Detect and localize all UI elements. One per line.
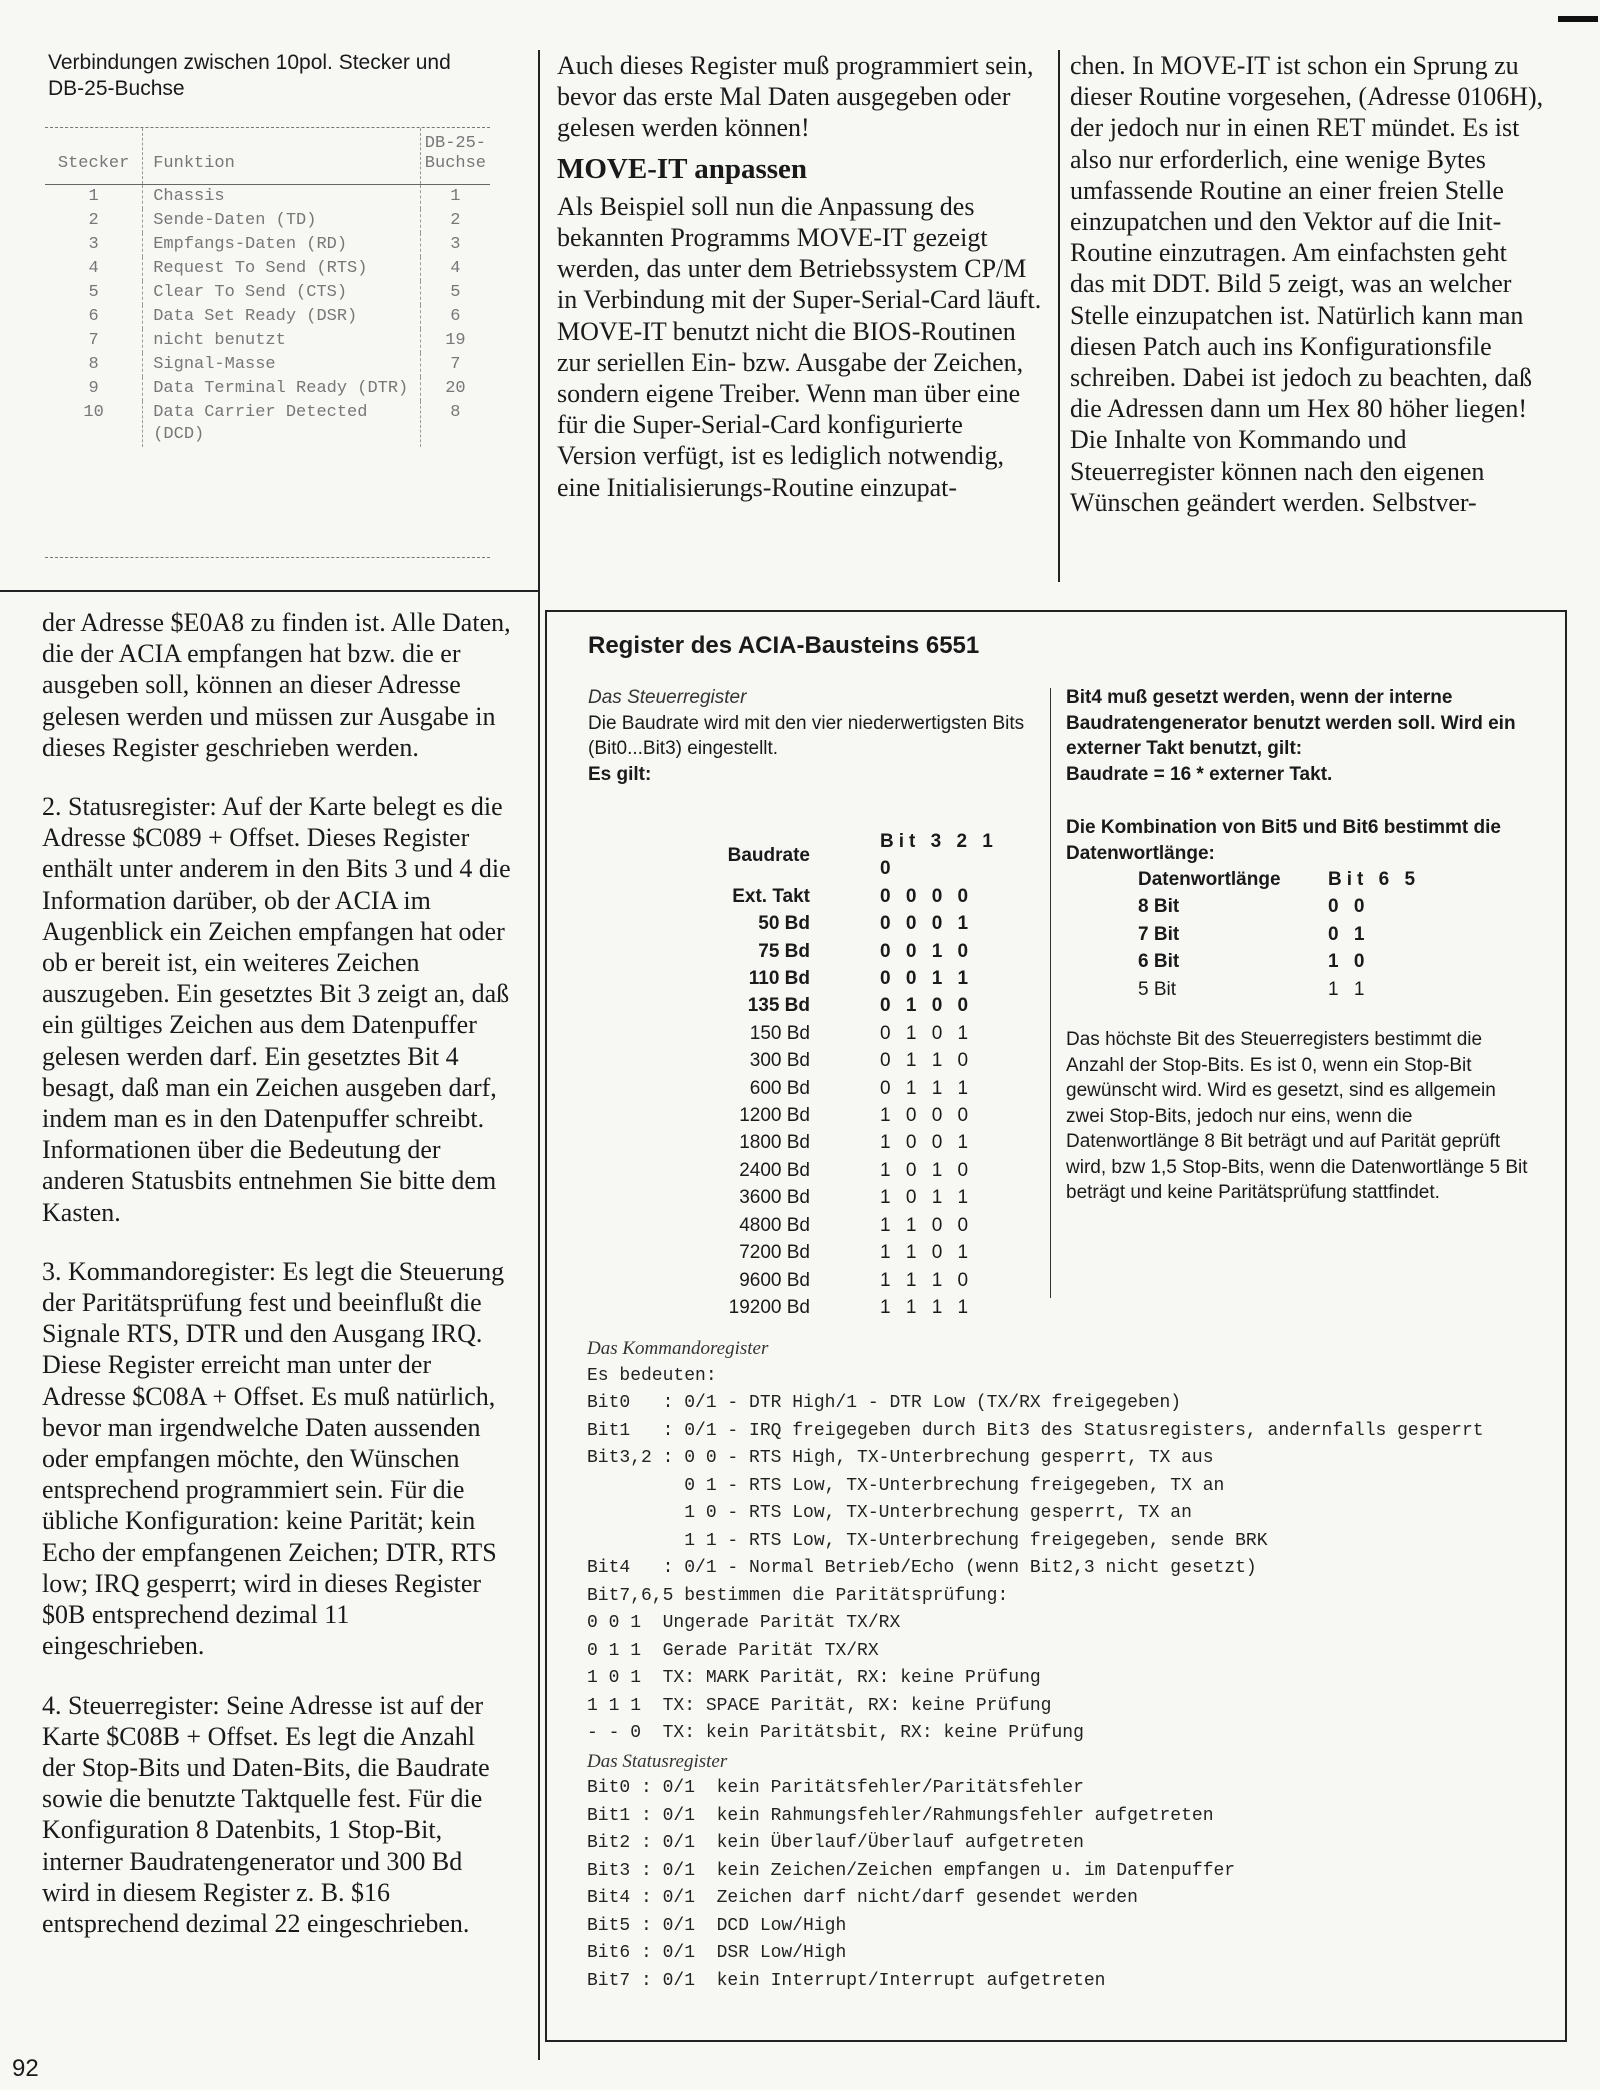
baud-rate: 19200 Bd [728, 1296, 810, 1318]
pin-number: 7 [45, 329, 143, 353]
status-line: Bit0 : 0/1 kein Paritätsfehler/Paritätsfehler [587, 1778, 1084, 1798]
column-rule-right [1058, 50, 1060, 582]
baud-rate: 4800 Bd [739, 1214, 810, 1236]
table-row [690, 992, 1005, 1019]
combination-text: Die Kombination von Bit5 und Bit6 bestimmt die Datenwortlänge: [1066, 817, 1501, 864]
table-row [690, 1212, 1005, 1239]
status-line: Bit4 : 0/1 Zeichen darf nicht/darf gesendet werden [587, 1888, 1138, 1908]
status-line: Bit7 : 0/1 kein Interrupt/Interrupt aufgetreten [587, 1970, 1106, 1991]
pin-function: Data Carrier Detected (DCD) [143, 401, 421, 447]
article-column-right [1070, 50, 1546, 518]
wl-header-row [1066, 866, 1438, 893]
pin-number: 8 [45, 353, 143, 377]
db25-pin: 3 [450, 235, 461, 254]
db25-pin: 8 [450, 403, 461, 422]
col-header-funktion: Funktion [143, 128, 421, 185]
wl-header-bits: Bit 6 5 [1328, 869, 1421, 890]
status-line: Bit6 : 0/1 DSR Low/High [587, 1943, 847, 1963]
box-title: Register des ACIA-Bausteins 6551 [588, 632, 980, 659]
baud-bits: 1 0 1 1 [880, 1187, 974, 1209]
table-row [690, 1184, 1005, 1211]
pin-assignment-table [45, 128, 490, 447]
table-row [690, 1047, 1005, 1074]
wl-length: 7 Bit [1138, 923, 1180, 945]
baud-rate: 2400 Bd [739, 1159, 810, 1181]
baud-bits: 1 1 1 0 [880, 1269, 974, 1291]
status-line: Bit1 : 0/1 kein Rahmungsfehler/Rahmungsfehler aufgetreten [587, 1805, 1214, 1826]
pin-number: 4 [45, 257, 143, 281]
pin-function: Data Terminal Ready (DTR) [143, 377, 421, 401]
steuer-intro-block [588, 685, 1038, 787]
page-corner-mark [1558, 0, 1598, 22]
table-row [1066, 948, 1438, 975]
db25-pin: 1 [450, 187, 461, 206]
table-row [45, 209, 490, 233]
paragraph: chen. In MOVE-IT ist schon ein Sprung zu dieser Routine vorgesehen, (Adresse 0106H), der jedoch nur in einen RET mündet. Es ist also nur erforderlich, eine wenige Bytes umfassende Routine an einer freien Stelle einzupatchen und den Vektor auf die Init-Routine einzutragen. Am einfachsten geht das mit DDT. Bild 5 zeigt, was an welcher Stelle einzupatchen ist. Natürlich kann man diesen Patch auch ins Konfigurationsfile schreiben. Dabei ist jedoch zu beachten, daß die Adressen dann um Hex 80 höher liegen! Die Inhalte von Kommando und Steuerregister können nach den eigenen Wünschen geändert werden. Selbstver- [1070, 51, 1544, 517]
baud-bits: 0 1 0 0 [880, 995, 974, 1017]
table-row [690, 1129, 1005, 1156]
baud-bits: 0 1 1 1 [880, 1077, 974, 1099]
baud-rate: 7200 Bd [739, 1242, 810, 1264]
db25-pin: 2 [450, 211, 461, 230]
pin-function: Chassis [143, 185, 421, 210]
kommando-line: 0 1 - RTS Low, TX-Unterbrechung freigegeben, TX an [587, 1475, 1225, 1496]
kommando-subtitle: Das Kommandoregister [587, 1338, 769, 1359]
baud-bits: 1 0 0 0 [880, 1105, 974, 1127]
table-row [45, 353, 490, 377]
baud-rate: Ext. Takt [732, 885, 810, 907]
section-heading: MOVE-IT anpassen [557, 152, 808, 185]
wl-bits: 0 1 [1328, 923, 1370, 945]
table-rule-bottom [45, 557, 490, 558]
kommando-line: Bit7,6,5 bestimmen die Paritätsprüfung: [587, 1585, 1009, 1606]
baud-header-bits: Bit 3 2 1 0 [880, 831, 998, 880]
kommando-line: 0 1 1 Gerade Parität TX/RX [587, 1640, 879, 1661]
wl-bits: 1 0 [1328, 951, 1370, 973]
wl-bits: 0 0 [1328, 896, 1370, 918]
baud-rate: 300 Bd [749, 1050, 810, 1072]
kommando-line: 1 0 1 TX: MARK Parität, RX: keine Prüfung [587, 1668, 1041, 1688]
table-header-row [45, 128, 490, 185]
stop-bits-text: Das höchste Bit des Steuerregisters bestimmt die Anzahl der Stop-Bits. Es ist 0, wenn ein Stop-Bit gewünscht wird. Wird es gesetzt, sind es allgemein zwei Stop-Bits, jedoch nur eins, wenn die Datenwortlänge 8 Bit beträgt und auf Parität geprüft wird, bzw 1,5 Stop-Bits, wenn die Datenwortlänge 5 Bit beträgt und keine Paritätsprüfung stattfindet. [1066, 1029, 1528, 1204]
paragraph: Auch dieses Register muß programmiert sein, bevor das erste Mal Daten ausgegeben oder gelesen werden können! [557, 51, 1034, 143]
steuer-subtitle: Das Steuerregister [588, 687, 747, 708]
status-line: Bit5 : 0/1 DCD Low/High [587, 1915, 847, 1936]
wl-header-label: Datenwortlänge [1138, 869, 1281, 890]
table-row [45, 281, 490, 305]
pin-number: 5 [45, 281, 143, 305]
baud-rate: 1800 Bd [739, 1132, 810, 1154]
baud-bits: 1 1 0 0 [880, 1214, 974, 1236]
table-row [690, 883, 1005, 910]
table-row [690, 965, 1005, 992]
baud-bits: 0 1 1 0 [880, 1050, 974, 1072]
col-header-stecker: Stecker [45, 128, 143, 185]
pin-number: 6 [45, 305, 143, 329]
kommando-line: Bit1 : 0/1 - IRQ freigegeben durch Bit3 des Statusregisters, andernfalls gesperrt [587, 1420, 1484, 1441]
baud-header-row [690, 828, 1005, 883]
kommando-line: Es bedeuten: [587, 1365, 717, 1386]
pin-number: 10 [45, 401, 143, 447]
baud-header-label: Baudrate [727, 844, 810, 866]
status-subtitle: Das Statusregister [587, 1750, 728, 1772]
table-row [1066, 893, 1438, 920]
bit4-text: Bit4 muß gesetzt werden, wenn der interne Baudratengenerator benutzt werden soll. Wird ein externer Takt benutzt, gilt: [1066, 687, 1516, 759]
table-row [690, 938, 1005, 965]
baud-rate: 135 Bd [747, 995, 810, 1017]
word-length-table [1066, 866, 1438, 1003]
status-line: Bit2 : 0/1 kein Überlauf/Überlauf aufgetreten [587, 1833, 1084, 1853]
pin-function: Data Set Ready (DSR) [143, 305, 421, 329]
kommando-status-block [587, 1335, 1547, 1995]
pin-function: Sende-Daten (TD) [143, 209, 421, 233]
wl-bits: 1 1 [1328, 978, 1370, 1000]
baud-rate: 110 Bd [748, 968, 810, 990]
baud-bits: 0 0 1 1 [880, 968, 974, 990]
page-number: 92 [12, 2055, 39, 2082]
table-row [690, 1075, 1005, 1102]
column-rule-left [538, 50, 540, 2060]
baud-bits: 1 0 0 1 [880, 1132, 974, 1154]
baud-rate: 75 Bd [758, 940, 810, 962]
article-column-middle [557, 50, 1043, 503]
paragraph: 2. Statusregister: Auf der Karte belegt es die Adresse $C089 + Offset. Dieses Register enthält unter anderem in den Bits 3 und 4 die Information darüber, ob der ACIA im Augenblick ein Zeichen empfangen hat oder ob er bereit ist, ein weiteres Zeichen auszugeben. Ein gesetztes Bit 3 zeigt an, daß ein gültiges Zeichen aus dem Datenpuffer gelesen werden darf. Ein gesetztes Bit 4 besagt, daß man ein Zeichen ausgeben darf, indem man es in den Datenpuffer schreibt. Informationen über die Bedeutung der anderen Statusbits entnehmen Sie bitte dem Kasten. [42, 792, 511, 1227]
es-gilt-label: Es gilt: [588, 763, 652, 785]
kommando-line: Bit4 : 0/1 - Normal Betrieb/Echo (wenn Bit2,3 nicht gesetzt) [587, 1558, 1257, 1578]
baud-rate: 150 Bd [749, 1022, 810, 1044]
baud-bits: 1 0 1 0 [880, 1159, 974, 1181]
table-row [45, 401, 490, 447]
pin-number: 2 [45, 209, 143, 233]
db25-pin: 6 [450, 307, 461, 326]
baudrate-table [690, 828, 1005, 1321]
kommando-line: 1 1 1 TX: SPACE Parität, RX: keine Prüfung [587, 1695, 1052, 1716]
kommando-line: - - 0 TX: kein Paritätsbit, RX: keine Prüfung [587, 1723, 1084, 1743]
db25-pin: 5 [450, 283, 461, 302]
baud-formula: Baudrate = 16 * externer Takt. [1066, 763, 1333, 785]
paragraph: 4. Steuerregister: Seine Adresse ist auf der Karte $C08B + Offset. Es legt die Anzahl der Stop-Bits und Daten-Bits, die Baudrate sowie die benutzte Taktquelle fest. Für die Konfiguration 8 Datenbits, 1 Stop-Bit, interner Baudratengenerator und 300 Bd wird in diesem Register z. B. $16 entsprechend dezimal 22 eingeschrieben. [42, 1690, 490, 1938]
paragraph: der Adresse $E0A8 zu finden ist. Alle Daten, die der ACIA empfangen hat bzw. die er ausgeben soll, können an dieser Adresse gelesen werden und müssen zur Ausgabe in dieses Register geschrieben werden. [42, 608, 511, 762]
baud-bits: 0 0 0 1 [880, 913, 974, 935]
table-row [1066, 921, 1438, 948]
db25-pin: 4 [450, 259, 461, 278]
baud-bits: 1 1 0 1 [880, 1242, 974, 1264]
table-row [690, 1294, 1005, 1321]
db25-pin: 19 [445, 331, 466, 350]
table-row [690, 1157, 1005, 1184]
pin-function: Clear To Send (CTS) [143, 281, 421, 305]
kommando-line: Bit3,2 : 0 0 - RTS High, TX-Unterbrechung gesperrt, TX aus [587, 1448, 1214, 1468]
table-row [45, 233, 490, 257]
pin-number: 9 [45, 377, 143, 401]
article-column-left [42, 607, 514, 1939]
db25-pin: 20 [445, 379, 466, 398]
table-row [45, 377, 490, 401]
baud-bits: 1 1 1 1 [880, 1296, 974, 1318]
db25-pin: 7 [450, 355, 461, 374]
kommando-line: Bit0 : 0/1 - DTR High/1 - DTR Low (TX/RX freigegeben) [587, 1393, 1182, 1413]
table-row [45, 329, 490, 353]
pin-number: 1 [45, 185, 143, 210]
paragraph: 3. Kommandoregister: Es legt die Steuerung der Paritätsprüfung fest und beeinflußt die Signale RTS, DTR und den Ausgang IRQ. Diese Register erreicht man unter der Adresse $C08A + Offset. Es muß natürlich, bevor man irgendwelche Daten aussenden oder empfangen möchte, den Wünschen entsprechend programmiert sein. Für die übliche Konfiguration: keine Parität; kein Echo der empfangenen Zeichen; DTR, RTS low; IRQ gesperrt; wird in dieses Register $0B entsprechend dezimal 11 eingeschrieben. [42, 1256, 505, 1661]
table-row [45, 257, 490, 281]
paragraph: Als Beispiel soll nun die Anpassung des bekannten Programms MOVE-IT gezeigt werden, das unter dem Betriebssystem CP/M in Verbindung mit der Super-Serial-Card läuft. MOVE-IT benutzt nicht die BIOS-Routinen zur seriellen Ein- bzw. Ausgabe der Zeichen, sondern eigene Treiber. Wenn man über eine für die Super-Serial-Card konfigurierte Version verfügt, ist es lediglich notwendig, eine Initialisierungs-Routine einzupat- [557, 191, 1042, 502]
pin-table-caption: Verbindungen zwischen 10pol. Stecker und DB-25-Buchse [48, 51, 451, 100]
pin-number: 3 [45, 233, 143, 257]
kommando-line: 0 0 1 Ungerade Parität TX/RX [587, 1613, 901, 1633]
table-row [690, 1102, 1005, 1129]
table-row [690, 910, 1005, 937]
table-row [45, 305, 490, 329]
baud-rate: 50 Bd [758, 913, 810, 935]
pin-function: nicht benutzt [143, 329, 421, 353]
steuer-right-block [1066, 685, 1536, 1206]
baud-rate: 3600 Bd [739, 1187, 810, 1209]
wl-length: 8 Bit [1138, 896, 1180, 918]
box-column-rule [1050, 688, 1051, 1298]
steuer-intro: Die Baudrate wird mit den vier niederwertigsten Bits (Bit0...Bit3) eingestellt. [588, 712, 1025, 759]
table-row [690, 1267, 1005, 1294]
section-rule [0, 590, 538, 592]
wl-length: 5 Bit [1138, 978, 1177, 1000]
baud-rate: 1200 Bd [739, 1105, 810, 1127]
kommando-line: 1 1 - RTS Low, TX-Unterbrechung freigegeben, sende BRK [587, 1530, 1268, 1551]
pin-function: Empfangs-Daten (RD) [143, 233, 421, 257]
wl-length: 6 Bit [1138, 951, 1180, 973]
baud-rate: 9600 Bd [739, 1269, 810, 1291]
baud-bits: 0 1 0 1 [880, 1022, 974, 1044]
col-header-db25: DB-25-Buchse [420, 128, 490, 185]
pin-function: Request To Send (RTS) [143, 257, 421, 281]
status-line: Bit3 : 0/1 kein Zeichen/Zeichen empfangen u. im Datenpuffer [587, 1860, 1236, 1881]
table-row [690, 1239, 1005, 1266]
table-row [690, 1020, 1005, 1047]
baud-rate: 600 Bd [749, 1077, 810, 1099]
baud-bits: 0 0 1 0 [880, 940, 974, 962]
pin-function: Signal-Masse [143, 353, 421, 377]
baud-bits: 0 0 0 0 [880, 885, 974, 907]
kommando-line: 1 0 - RTS Low, TX-Unterbrechung gesperrt, TX an [587, 1503, 1192, 1523]
table-row [1066, 976, 1438, 1003]
table-row [45, 185, 490, 210]
